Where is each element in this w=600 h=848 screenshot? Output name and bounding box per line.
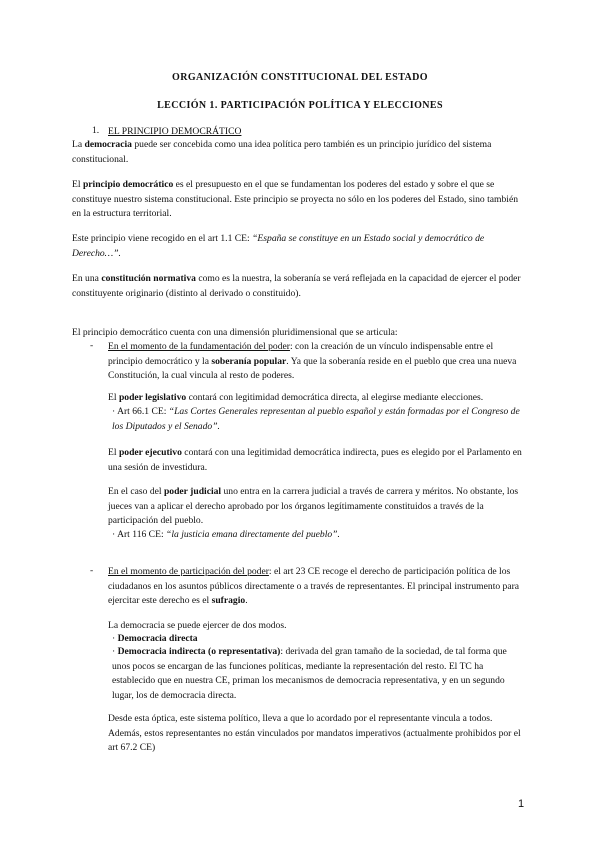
bullet-fundamentacion: En el momento de la fundamentación del poder: con la creación de un vínculo indispensable entre el principio democrático y la soberanía popular. Ya que la soberanía reside en el pueblo que crea una nueva Constitución, la cual vincula al resto de poderes. — [108, 341, 517, 381]
paragraph-poder-judicial: En el caso del poder judicial uno entra en la carrera judicial a través de carrera y méritos. No obstante, los jueces van a aplicar el derecho aprobado por los órganos legítimamente constituidos a través de la participación del pueblo. — [108, 486, 519, 526]
paragraph-principio: El principio democrático es el presupuesto en el que se fundamentan los poderes del estado y sobre el que se constituye nuestro sistema constitucional. Este principio se proyecta no sólo en los poderes del Estado, sino también en la estructura territorial. — [72, 179, 519, 219]
document-title: ORGANIZACIÓN CONSTITUCIONAL DEL ESTADO — [172, 72, 428, 83]
bullet-participacion: En el momento de participación del poder: el art 23 CE recoge el derecho de participación política de los ciudadanos en los asuntos públicos directamente o a través de representantes. El principal instrumento para ejercitar este derecho es el sufragio. — [108, 566, 520, 606]
quote-art-116: · Art 116 CE: “la justicia emana directamente del pueblo”. — [112, 529, 340, 540]
paragraph-dos-modos: La democracia se puede ejercer de dos modos. — [108, 620, 287, 631]
paragraph-democracia: La democracia puede ser concebida como una idea política pero también es un principio jurídico del sistema constitucional. — [72, 139, 492, 165]
quote-art-66-1: · Art 66.1 CE: “Las Cortes Generales representan al pueblo español y están formadas por el Congreso de los Diputados y el Senado”. — [112, 406, 520, 432]
bullet-dash: - — [90, 340, 94, 351]
paragraph-dimension: El principio democrático cuenta con una dimensión pluridimensional que se articula: — [72, 327, 398, 338]
lesson-title: LECCIÓN 1. PARTICIPACIÓN POLÍTICA Y ELECCIONES — [157, 100, 443, 111]
mode-democracia-directa: · Democracia directa — [112, 633, 198, 644]
paragraph-art-1-1: Este principio viene recogido en el art 1.1 CE: “España se constituye en un Estado social y democrático de Derecho…”. — [72, 233, 485, 259]
mode-democracia-indirecta: · Democracia indirecta (o representativa): derivada del gran tamaño de la sociedad, de tal forma que unos pocos se encargan de las funciones políticas, mediante la representación del resto. El TC ha establecido que en nuestra CE, priman los mecanismos de democracia representativa, y en un segundo lugar, los de democracia directa. — [112, 646, 507, 701]
paragraph-constitucion-normativa: En una constitución normativa como es la nuestra, la soberanía se verá reflejada en la capacidad de ejercer el poder constituyente originario (distinto al derivado o constituido). — [72, 273, 521, 299]
bullet-dash: - — [90, 565, 94, 576]
section-heading: EL PRINCIPIO DEMOCRÁTICO — [108, 126, 242, 137]
paragraph-poder-ejecutivo: El poder ejecutivo contará con una legitimidad democrática indirecta, pues es elegido por el Parlamento en una sesión de investidura. — [108, 447, 522, 473]
paragraph-mandatos: Desde esta óptica, este sistema político, lleva a que lo acordado por el representante vincula a todos. Además, estos representantes no están vinculados por mandatos imperativos (actualmente prohibidos por el art 67.2 CE) — [108, 713, 521, 753]
paragraph-poder-legislativo: El poder legislativo contará con legitimidad democrática directa, al elegirse mediante elecciones. — [108, 392, 484, 403]
page-number: 1 — [518, 798, 525, 810]
section-number: 1. — [92, 125, 100, 136]
